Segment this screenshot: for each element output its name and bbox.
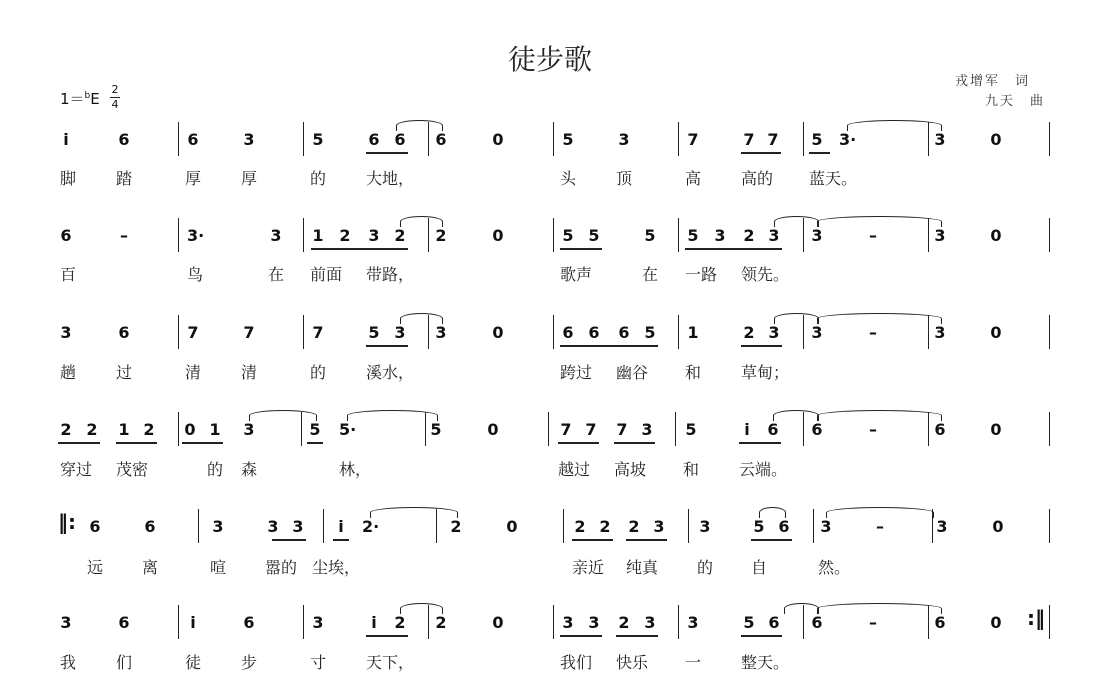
note: 3 [936,517,948,536]
lyric: 我 [60,653,77,672]
beam-underline [366,152,408,154]
barline [553,218,554,252]
lyric: 森 [241,460,258,479]
barline [1049,509,1050,543]
note: 5 [644,226,656,245]
lyric: 的 [310,363,327,382]
note: – [876,517,884,536]
note: 2 [86,420,98,439]
note: 0 [990,420,1002,439]
note: 7 [560,420,572,439]
tie-slur [347,410,438,421]
barline [1049,122,1050,156]
note: 6 [934,420,946,439]
note: 5 [588,226,600,245]
note: 3 [641,420,653,439]
note: 2 [628,517,640,536]
tie-slur [400,313,443,324]
flat-sign: b [84,91,91,101]
barline [678,122,679,156]
note: 3 [243,130,255,149]
note: – [120,226,128,245]
barline [178,605,179,639]
time-bottom: 4 [111,98,119,111]
note: 3 [60,613,72,632]
repeat-start-sign: ‖: [58,510,76,534]
note: 3 [714,226,726,245]
barline [178,412,179,446]
note: 6 [118,323,130,342]
note: 2 [618,613,630,632]
lyric: 草甸； [741,363,790,382]
note: 1 [118,420,130,439]
lyric: 领先。 [741,265,790,284]
note: i [338,517,344,536]
page-title: 徒步歌 [507,43,592,76]
note: 3 [934,226,946,245]
note: 3· [187,226,205,245]
note: 6 [243,613,255,632]
lyric: 自 [751,558,768,577]
barline [563,509,564,543]
lyric: 头 [560,169,577,188]
lyric: 徒 [185,653,202,672]
note: 6 [187,130,199,149]
barline [678,315,679,349]
note: 2 [450,517,462,536]
beam-underline [739,442,781,444]
note: i [63,130,69,149]
lyric: 趟 [60,363,77,382]
beam-underline [366,345,408,347]
lyric: 一路 [685,265,718,284]
lyric: 穿过 [60,460,93,479]
barline [1049,605,1050,639]
barline [178,122,179,156]
lyric: 鸟 [187,265,204,284]
note: 3 [267,517,279,536]
beam-underline [809,152,830,154]
lyric: 的 [207,460,224,479]
beam-underline [560,248,602,250]
note: 3 [811,323,823,342]
barline [1049,412,1050,446]
note: 7 [312,323,324,342]
note: 0 [990,323,1002,342]
lyric: 然。 [818,558,851,577]
tie-slur [784,603,819,614]
barline [678,605,679,639]
note: 5 [430,420,442,439]
note: 3 [270,226,282,245]
composer-credit: 九天 曲 [985,94,1046,109]
note: 7 [187,323,199,342]
lyric: 清 [185,363,202,382]
barline [303,122,304,156]
tie-slur [817,313,942,324]
lyric: 们 [116,653,133,672]
note: 0 [992,517,1004,536]
beam-underline [685,248,782,250]
lyric: 在 [268,265,285,284]
beam-underline [614,442,655,444]
barline [675,412,676,446]
lyric: 的 [310,169,327,188]
tie-slur [400,216,443,227]
beam-underline [560,345,658,347]
note: 2 [394,226,406,245]
lyric: 整天。 [741,653,790,672]
lyric: 喧 [210,558,227,577]
beam-underline [558,442,599,444]
note: 3 [588,613,600,632]
note: 6 [60,226,72,245]
tie-slur [817,603,942,614]
beam-underline [307,442,323,444]
tie-slur [370,507,458,518]
barline [553,605,554,639]
note: 7 [616,420,628,439]
lyric: 歌声 [560,265,593,284]
barline [303,218,304,252]
barline [178,315,179,349]
note: 3 [687,613,699,632]
lyricist-credit: 戎增军 词 [955,74,1031,89]
lyric: 的 [697,558,714,577]
note: 3 [562,613,574,632]
note: 0 [492,323,504,342]
beam-underline [311,248,408,250]
note: 5 [687,226,699,245]
lyric: 溪水， [366,363,415,382]
note: 5 [685,420,697,439]
note: – [869,323,877,342]
lyric: 在 [642,265,659,284]
note: 2 [599,517,611,536]
beam-underline [572,539,613,541]
note: 2 [394,613,406,632]
lyric: 云端。 [739,460,788,479]
tie-slur [400,603,443,614]
barline [1049,315,1050,349]
beam-underline [741,152,781,154]
lyric: 大地， [366,169,415,188]
tie-slur [817,216,942,227]
barline [198,509,199,543]
barline [303,315,304,349]
note: 3 [368,226,380,245]
lyric: 和 [685,363,702,382]
note: 3 [811,226,823,245]
note: 0 [506,517,518,536]
note: 6 [767,420,779,439]
lyric: 一 [685,653,702,672]
note: 3 [699,517,711,536]
note: 3· [839,130,857,149]
lyric: 快乐 [616,653,649,672]
note: 6 [89,517,101,536]
note: 5 [309,420,321,439]
note: 6 [144,517,156,536]
lyric: 越过 [558,460,591,479]
barline [813,509,814,543]
beam-underline [616,635,658,637]
tie-slur [249,410,317,421]
lyric: 清 [241,363,258,382]
lyric: 寸 [310,653,327,672]
lyric: 和 [683,460,700,479]
note: 3 [820,517,832,536]
note: 6 [811,613,823,632]
note: 2 [339,226,351,245]
lyric: 蓝天。 [809,169,858,188]
lyric: 厚 [185,169,202,188]
lyric: 亲近 [572,558,605,577]
barline [553,122,554,156]
note: i [744,420,750,439]
note: 3 [618,130,630,149]
note: 0 [184,420,196,439]
note: 3 [768,226,780,245]
note: – [869,420,877,439]
beam-underline [58,442,100,444]
note: 6 [118,130,130,149]
note: i [190,613,196,632]
note: 5 [368,323,380,342]
note: 6 [394,130,406,149]
note: 6 [588,323,600,342]
barline [553,315,554,349]
note: 7 [743,130,755,149]
note: 3 [60,323,72,342]
note: 2 [435,613,447,632]
note: 0 [492,130,504,149]
note: 3 [212,517,224,536]
note: 2 [435,226,447,245]
barline [1049,218,1050,252]
note: 6 [118,613,130,632]
lyric: 过 [116,363,133,382]
note: 0 [990,130,1002,149]
note: 3 [312,613,324,632]
beam-underline [751,539,792,541]
note: 6 [768,613,780,632]
note: 2 [574,517,586,536]
note: 6 [811,420,823,439]
tie-slur [817,410,942,421]
note: 6 [934,613,946,632]
beam-underline [333,539,349,541]
note: 5 [743,613,755,632]
note: 2· [362,517,380,536]
repeat-end-sign: :‖ [1027,606,1045,630]
note: 6 [435,130,447,149]
lyric: 林， [339,460,372,479]
note: 3 [768,323,780,342]
note: 5 [753,517,765,536]
lyric: 带路， [366,265,415,284]
lyric: 离 [142,558,159,577]
note: 7 [243,323,255,342]
note: 3 [243,420,255,439]
note: 2 [60,420,72,439]
tie-slur [847,120,942,131]
note: 1 [312,226,324,245]
key-prefix: 1＝ [60,90,85,108]
barline [678,218,679,252]
note: 7 [585,420,597,439]
lyric: 顶 [616,169,633,188]
note: 7 [767,130,779,149]
note: 0 [990,226,1002,245]
note: 6 [562,323,574,342]
note: 0 [492,226,504,245]
lyric: 高的 [741,169,774,188]
note: 3 [934,323,946,342]
note: 3 [653,517,665,536]
lyric: 百 [60,265,77,284]
tie-slur [396,120,443,131]
lyric: 高坡 [614,460,647,479]
note: 2 [143,420,155,439]
beam-underline [116,442,157,444]
note: 6 [368,130,380,149]
lyric: 天下， [366,653,415,672]
tie-slur [773,410,819,421]
lyric: 我们 [560,653,593,672]
lyric: 茂密 [116,460,149,479]
barline [323,509,324,543]
lyric: 脚 [60,169,77,188]
note: 5 [312,130,324,149]
note: 0 [487,420,499,439]
beam-underline [366,635,408,637]
beam-underline [741,345,782,347]
lyric: 踏 [116,169,133,188]
beam-underline [272,539,306,541]
note: 5 [562,130,574,149]
note: 3 [292,517,304,536]
beam-underline [182,442,223,444]
barline [803,122,804,156]
note: 7 [687,130,699,149]
lyric: 尘埃， [312,558,361,577]
note: 6 [778,517,790,536]
note: 1 [209,420,221,439]
note: i [371,613,377,632]
tie-slur [774,313,819,324]
lyric: 跨过 [560,363,593,382]
lyric: 纯真 [626,558,659,577]
lyric: 远 [87,558,104,577]
key-letter: E [90,90,100,108]
note: – [869,613,877,632]
note: 3 [934,130,946,149]
beam-underline [560,635,602,637]
note: 3 [394,323,406,342]
barline [178,218,179,252]
note: 5 [562,226,574,245]
lyric: 厚 [241,169,258,188]
note: 0 [990,613,1002,632]
lyric: 前面 [310,265,343,284]
beam-underline [741,635,782,637]
lyric: 高 [685,169,702,188]
time-top: 2 [111,83,119,96]
note: 5 [811,130,823,149]
note: 3 [435,323,447,342]
lyric: 幽谷 [616,363,649,382]
lyric: 步 [241,653,258,672]
tie-slur [774,216,819,227]
note: – [869,226,877,245]
note: 2 [743,226,755,245]
note: 5· [339,420,357,439]
note: 3 [644,613,656,632]
barline [548,412,549,446]
beam-underline [626,539,667,541]
note: 2 [743,323,755,342]
tie-slur [826,507,934,518]
note: 0 [492,613,504,632]
lyric: 嚣的 [265,558,298,577]
tie-slur [759,507,786,518]
note: 6 [618,323,630,342]
note: 5 [644,323,656,342]
barline [303,605,304,639]
note: 1 [687,323,699,342]
barline [688,509,689,543]
